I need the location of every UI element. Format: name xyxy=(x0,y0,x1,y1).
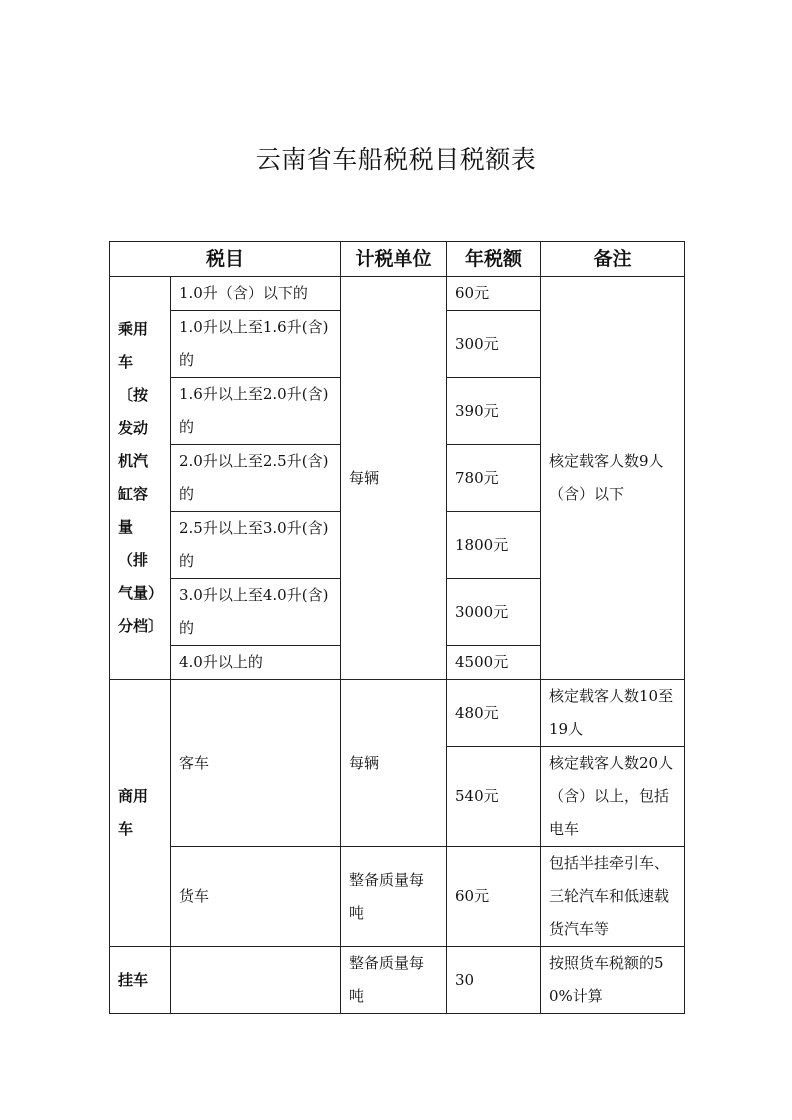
amount-cell: 780元 xyxy=(447,445,541,512)
note-cell: 核定载客人数9人（含）以下 xyxy=(541,277,685,680)
range-cell: 3.0升以上至4.0升(含)的 xyxy=(171,579,341,646)
unit-cell: 整备质量每吨 xyxy=(341,847,447,947)
amount-cell: 60元 xyxy=(447,847,541,947)
amount-cell: 390元 xyxy=(447,378,541,445)
table-row xyxy=(110,947,685,1014)
header-item: 税目 xyxy=(110,242,341,277)
table-row xyxy=(110,847,685,947)
table-row xyxy=(110,277,685,311)
amount-cell: 4500元 xyxy=(447,646,541,680)
range-cell: 2.5升以上至3.0升(含)的 xyxy=(171,512,341,579)
note-cell: 按照货车税额的50%计算 xyxy=(541,947,685,1014)
note-cell: 核定载客人数10至19人 xyxy=(541,680,685,747)
header-unit: 计税单位 xyxy=(341,242,447,277)
range-cell: 2.0升以上至2.5升(含)的 xyxy=(171,445,341,512)
unit-cell: 整备质量每吨 xyxy=(341,947,447,1014)
category-passenger: 乘用车〔按发动机汽缸容量（排气量）分档〕 xyxy=(110,277,171,680)
range-cell: 4.0升以上的 xyxy=(171,646,341,680)
table-header-row xyxy=(110,242,685,277)
amount-cell: 60元 xyxy=(447,277,541,311)
amount-cell: 540元 xyxy=(447,747,541,847)
range-cell: 1.6升以上至2.0升(含)的 xyxy=(171,378,341,445)
range-cell: 1.0升（含）以下的 xyxy=(171,277,341,311)
range-cell: 1.0升以上至1.6升(含)的 xyxy=(171,311,341,378)
category-commercial: 商用车 xyxy=(110,680,171,947)
page-title: 云南省车船税税目税额表 xyxy=(255,145,537,174)
amount-cell: 1800元 xyxy=(447,512,541,579)
amount-cell: 480元 xyxy=(447,680,541,747)
note-cell: 包括半挂牵引车、三轮汽车和低速载货汽车等 xyxy=(541,847,685,947)
vehicle-name-cell xyxy=(171,947,341,1014)
note-cell: 核定载客人数20人（含）以上，包括电车 xyxy=(541,747,685,847)
tax-table xyxy=(109,241,685,1014)
header-note: 备注 xyxy=(541,242,685,277)
amount-cell: 300元 xyxy=(447,311,541,378)
table-row xyxy=(110,680,685,747)
vehicle-name-cell: 客车 xyxy=(171,680,341,847)
header-amount: 年税额 xyxy=(447,242,541,277)
amount-cell: 30 xyxy=(447,947,541,1014)
unit-cell: 每辆 xyxy=(341,277,447,680)
vehicle-name-cell: 货车 xyxy=(171,847,341,947)
amount-cell: 3000元 xyxy=(447,579,541,646)
category-trailer: 挂车 xyxy=(110,947,171,1014)
unit-cell: 每辆 xyxy=(341,680,447,847)
